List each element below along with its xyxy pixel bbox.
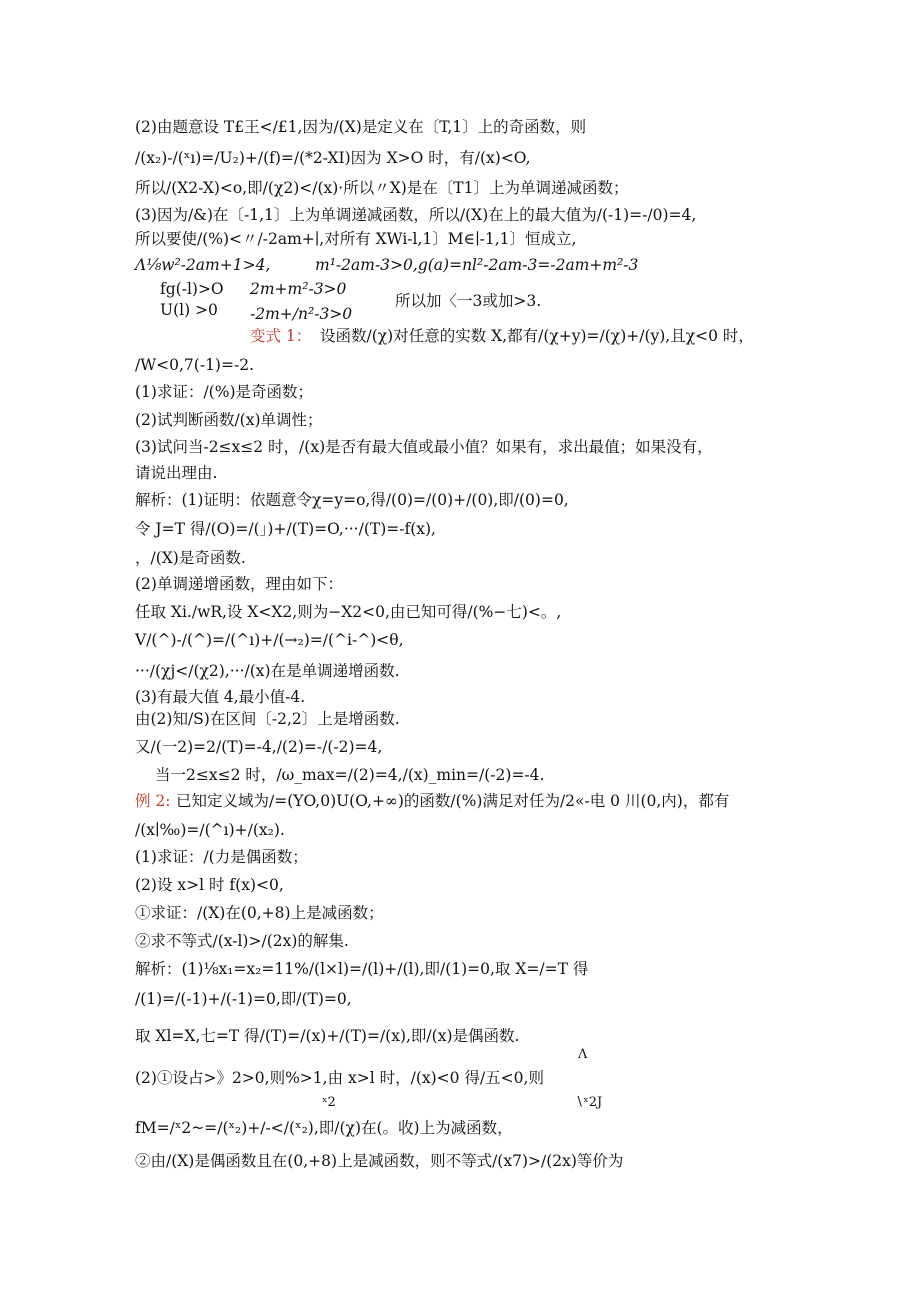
text-line: /(x∣‰)=∕(^ı)+∕(x₂). — [135, 821, 285, 839]
example-label: 例 2: — [135, 792, 171, 810]
text-line: 当一2≤x≤2 时，/ω_max=∕(2)=4,/(x)_min=/(-2)=-4. — [155, 766, 545, 784]
text-line: 由(2)知/S)在区间〔-2,2〕上是增函数. — [135, 710, 400, 728]
text-line: 又/(一2)=2/(T)=-4,/(2)=-/(-2)=4, — [135, 738, 383, 756]
text-line: Λ — [578, 1047, 588, 1062]
text-line: ∖ˣ2J — [575, 1095, 603, 1110]
text-line: 请说出理由. — [135, 464, 218, 482]
text-line: (3)试问当-2≤x≤2 时，/(x)是否有最大值或最小值？如果有，求出最值；如果没有， — [135, 438, 713, 456]
text-line: /(1)=/(-1)+/(-1)=0,即/(T)=0, — [135, 990, 352, 1008]
text-line: 所以要使/(%)<〃/-2am+∣,对所有 XWi-l,1〕M∈∣-1,1〕恒成立, — [135, 230, 577, 248]
text-line: V/(^)-∕(^)=∕(^ı)+∕(→₂)=∕(^i-^)<θ, — [135, 631, 404, 649]
text-line: 令 J=T 得/(O)=/(」)+/(T)=O,···/(T)=-f(x), — [135, 520, 436, 538]
text-line: 解析：(1)⅛x₁=x₂=11%/(l×l)=∕(l)+∕(l),即/(1)=0,取 X=/=T 得 — [135, 960, 589, 978]
text-line: (2)由题意设 T£王</£1,因为/(X)是定义在〔T,1〕上的奇函数，则 — [135, 118, 587, 136]
text-line: ···∕(χj<∕(χ2),···/(x)在是单调递增函数. — [135, 662, 400, 680]
text-line: 取 Xl=X,七=T 得/(T)=/(x)+∕(T)=∕(x),即/(x)是偶函数. — [135, 1027, 520, 1045]
variant-label: 变式 1： — [250, 327, 312, 345]
text-line: U(l) >0 — [160, 301, 218, 319]
text-line: ②求不等式∕(x-l)>∕(2x)的解集. — [135, 932, 349, 950]
text-line: ˣ2 — [322, 1095, 336, 1110]
text-line: 所以加〈一3或加>3. — [395, 292, 542, 310]
text-line: (3)因为/&)在〔-1,1〕上为单调递减函数，所以/(X)在上的最大值为/(-1)=-/0)=4, — [135, 206, 697, 224]
text-line: (3)有最大值 4,最小值-4. — [135, 688, 306, 706]
text-line: (2)单调递增函数，理由如下： — [135, 575, 343, 593]
text-line: 设函数/(χ)对任意的实数 X,都有/(χ+y)=∕(χ)+∕(y),且χ<0 时， — [320, 327, 754, 345]
text-line: 所以/(X2-X)<o,即/(χ2)</(x)·所以〃X)是在〔T1〕上为单调递减函数； — [135, 179, 629, 197]
text-line: ②由/(X)是偶函数且在(0,+8)上是减函数，则不等式/(x7)>∕(2x)等价为 — [135, 1152, 624, 1170]
text-line: 任取 Xi./wR,设 X<X2,则为−X2<0,由已知可得/(%−七)<。, — [135, 603, 562, 621]
text-line: fM=∕ˣ2~=∕(ˣ₂)+∕-</(ˣ₂),即/(χ)在(。收)上为减函数， — [135, 1119, 513, 1137]
text-line: fg(-l)>O — [160, 280, 224, 298]
text-line: /(x₂)-/(ˣı)=/U₂)+/(f)=/(*2-XI)因为 X>O 时，有/(x)<O, — [135, 149, 531, 167]
text-line: 解析：(1)证明：依题意令χ=y=o,得/(0)=/(0)+/(0),即/(0)=0, — [135, 491, 569, 509]
text-line: (2)设 x>l 时 f(x)<0, — [135, 876, 284, 894]
text-line: ①求证：/(X)在(0,+8)上是减函数； — [135, 904, 384, 922]
text-line: ∕W<0,7(-1)=-2. — [135, 356, 254, 374]
text-line: -2m+∕n²-3>0 — [250, 305, 353, 323]
text-line: (2)①设占>》2>0,则%>1,由 x>l 时，/(x)<0 得/五<0,则 — [135, 1069, 544, 1087]
text-line: 已知定义域为∕=(YO,0)U(O,+∞)的函数/(%)满足对任为/2«-电 0 川(0,内)，都有 — [176, 792, 730, 810]
text-line: (1)求证：/(力是偶函数； — [135, 848, 308, 866]
text-line: 2m+m²-3>0 — [250, 280, 347, 298]
text-line: ，/(X)是奇函数. — [135, 549, 246, 567]
text-line: (2)试判断函数/(x)单调性； — [135, 411, 323, 429]
text-line: Λ⅛w²-2am+1>4, — [135, 256, 271, 274]
text-line: (1)求证：/(%)是奇函数； — [135, 383, 314, 401]
text-line: m¹-2am-3>0,g(a)=nl²-2am-3=-2am+m²-3 — [315, 256, 639, 274]
